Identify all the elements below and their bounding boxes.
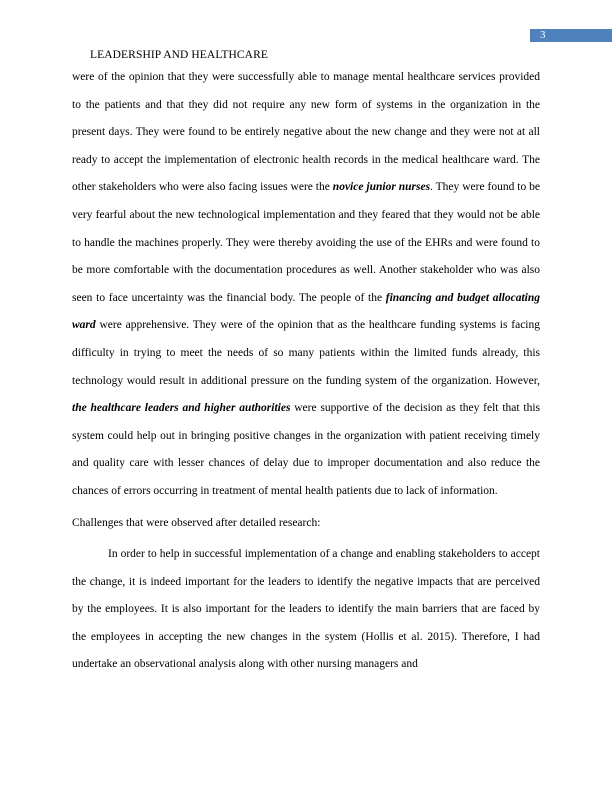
running-head: LEADERSHIP AND HEALTHCARE xyxy=(90,49,268,61)
paragraph-challenges: In order to help in successful implementation of a change and enabling stakeholders to accept the change, it is indeed important for the leaders to identify the negative impacts that are perceived by the employees. It is also important for the leaders to identify the main barriers that are faced by the employees in accepting the new changes in the system (Hollis et al. 2015). Therefore, I had undertake an observational analysis along with other nursing managers and xyxy=(72,548,540,671)
emphasis-healthcare-leaders: the healthcare leaders and higher authorities xyxy=(72,402,291,415)
text-run: were supportive of the decision as they felt that this system could help out in bringing positive changes in the organization with patient receiving timely and quality care with lesser chances of delay due to improper documentation and also reduce the chances of errors occurring in treatment of mental health patients due to lack of information. xyxy=(72,402,540,497)
page-number: 3 xyxy=(530,29,612,42)
emphasis-novice-junior-nurses: novice junior nurses xyxy=(332,181,431,194)
section-heading: Challenges that were observed after detailed research: xyxy=(72,516,321,529)
emphasis-financing-ward: financing and budget allocating ward xyxy=(72,291,540,332)
text-run: were of the opinion that they were successfully able to manage mental healthcare services provided to the patients and that they did not require any new form of systems in the organization in the present days. They were found to be entirely negative about the new change and they were not at all ready to accept the implementation of electronic health records in the medical healthcare ward. The other stakeholders who were also facing issues were the xyxy=(72,71,540,194)
text-run: were apprehensive. They were of the opinion that as the healthcare funding systems is facing difficulty in trying to meet the needs of so many patients within the limited funds already, this technology would result in additional pressure on the funding system of the organization. However, xyxy=(72,319,540,387)
document-body xyxy=(72,64,540,679)
paragraph-stakeholders xyxy=(72,64,540,506)
text-run: . They were found to be very fearful about the new technological implementation and they feared that they would not be able to handle the machines properly. They were thereby avoiding the use of the EHRs and were found to be more comfortable with the documentation procedures as well. Another stakeholder who was also seen to face uncertainty was the financial body. The people of the xyxy=(72,181,540,304)
